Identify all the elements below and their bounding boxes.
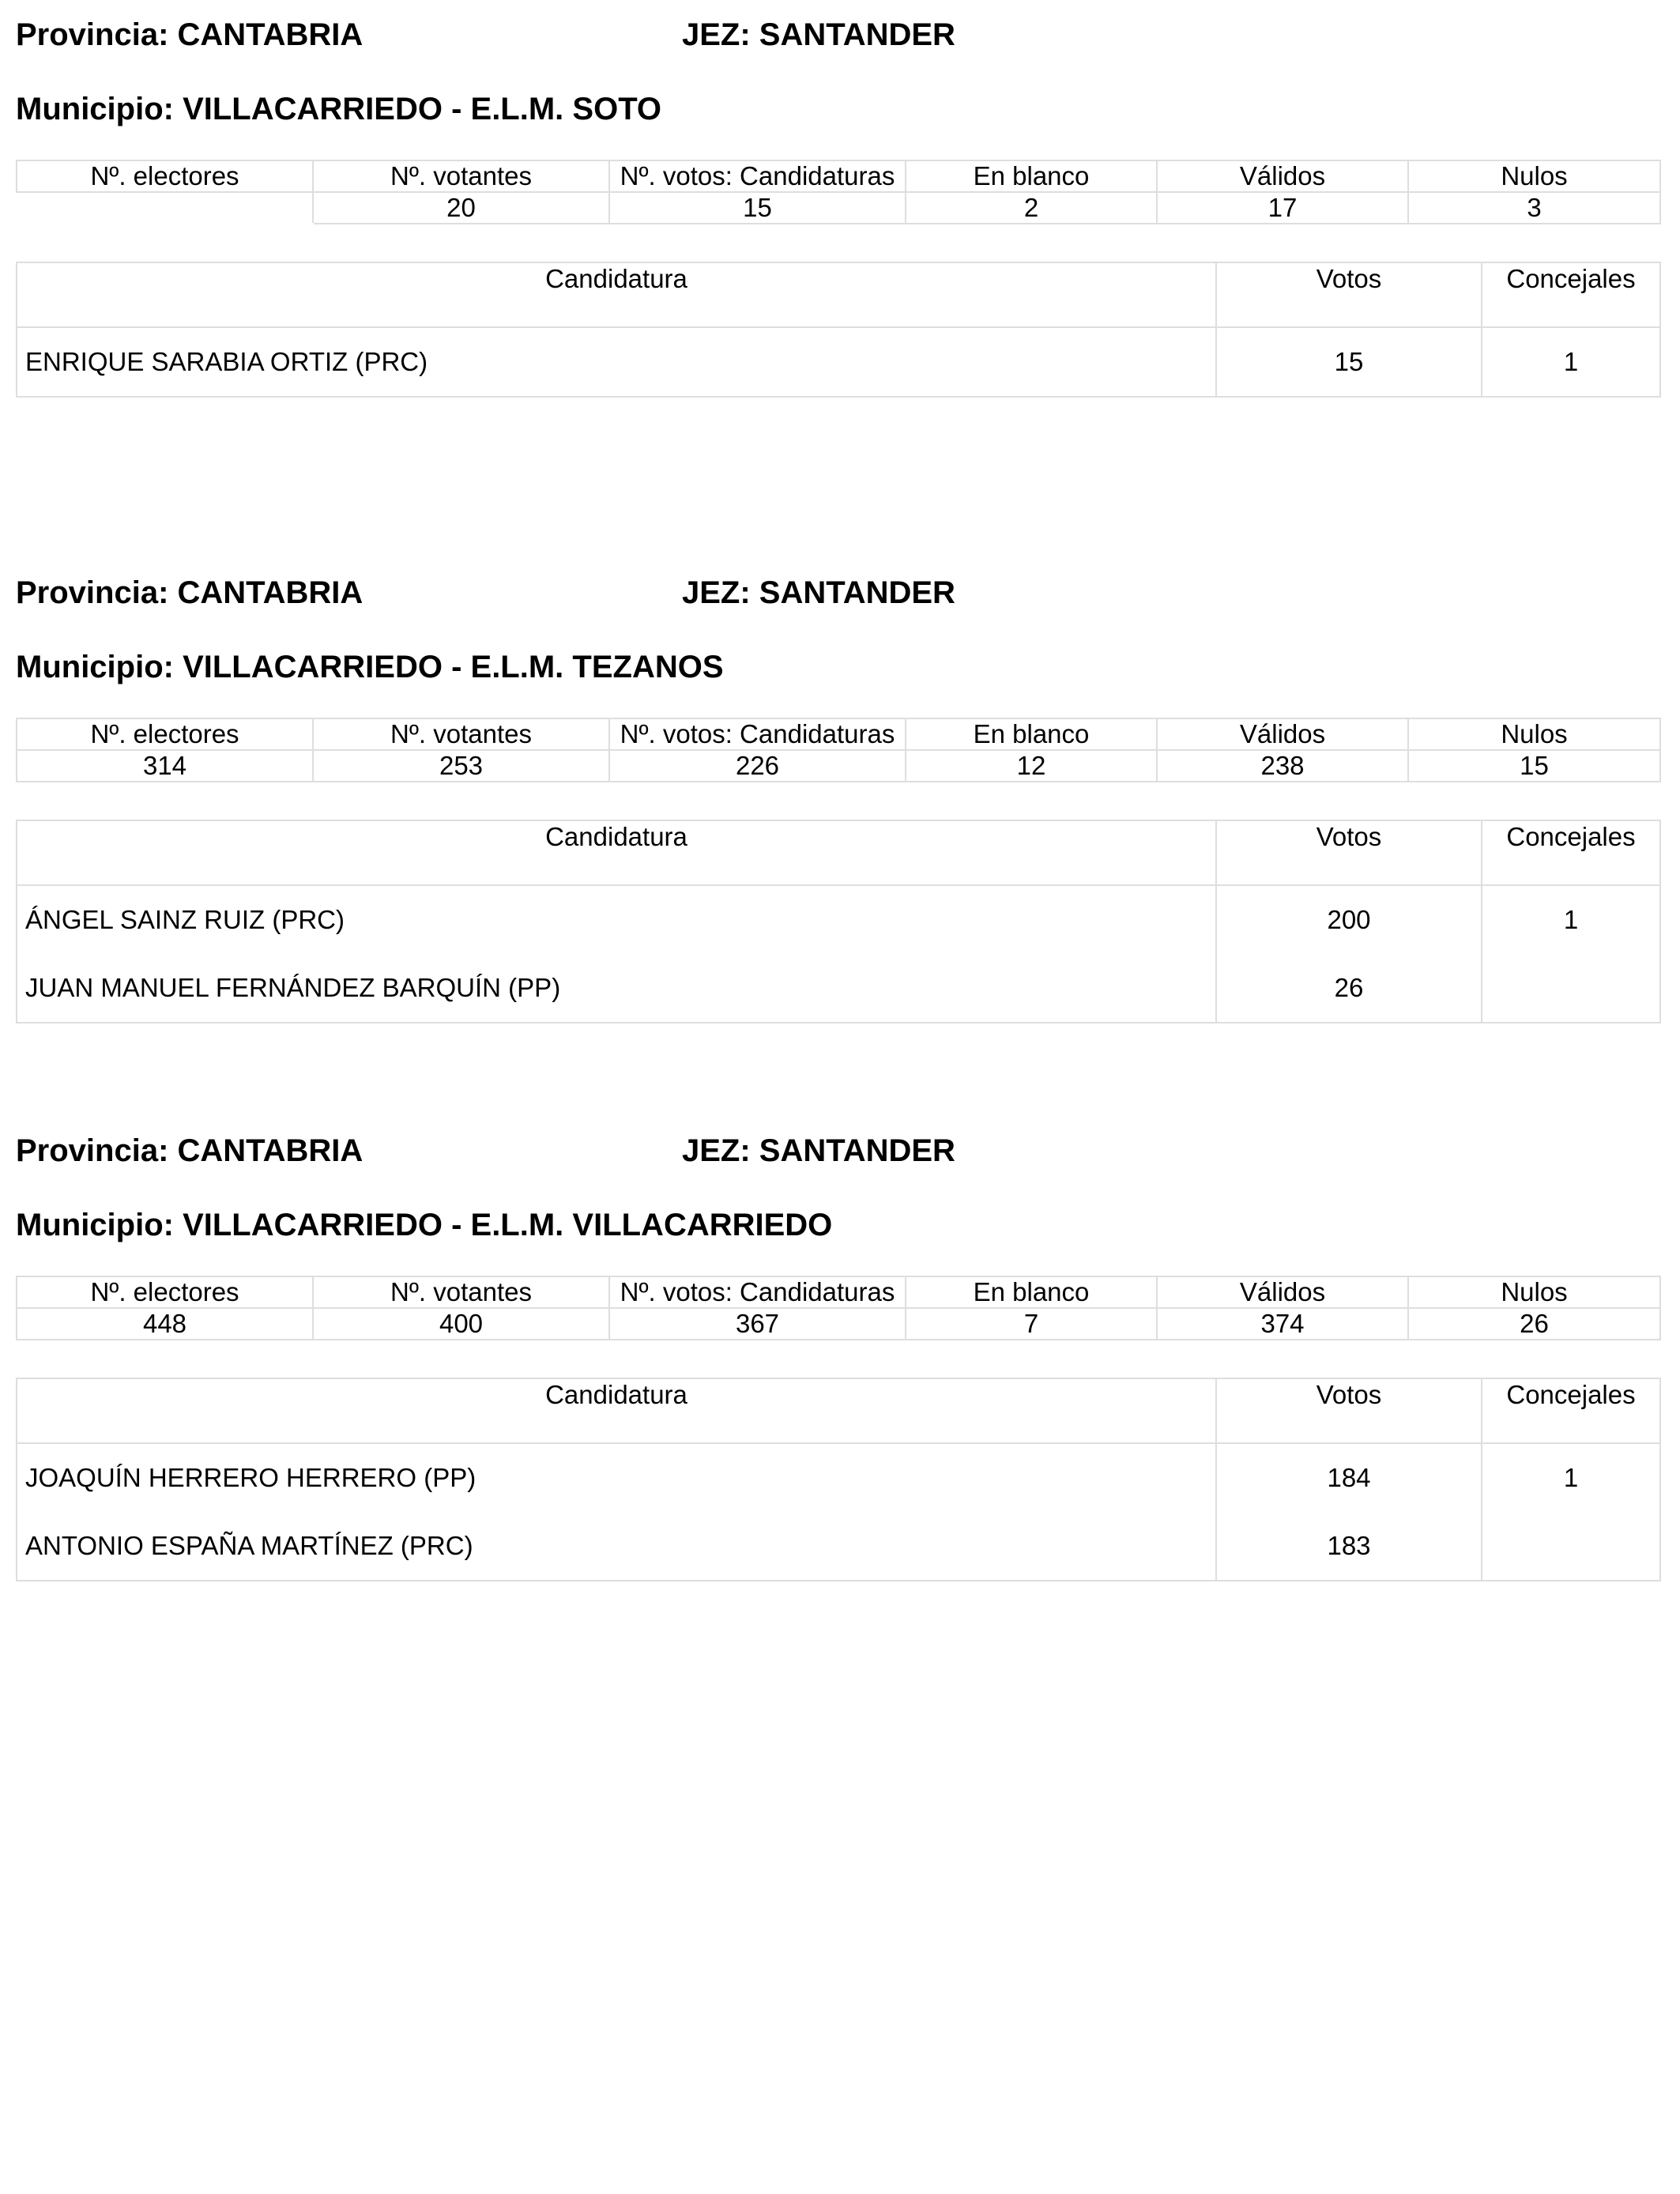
stats-header-row	[17, 718, 1660, 750]
jez-label: JEZ: SANTANDER	[682, 575, 955, 610]
stat-value: 3	[1408, 192, 1660, 224]
candidate-concejales: 1	[1482, 885, 1660, 954]
municipio-title: Municipio: VILLACARRIEDO - E.L.M. TEZANOS	[16, 650, 724, 684]
stat-header: Nº. votos: Candidaturas	[609, 160, 906, 192]
votos-header: Votos	[1216, 262, 1482, 327]
stat-header: Nulos	[1408, 1276, 1660, 1308]
concejales-header: Concejales	[1482, 820, 1660, 885]
candidate-row	[17, 1443, 1660, 1512]
stat-value: 367	[609, 1308, 906, 1340]
stat-value: 15	[609, 192, 906, 224]
stats-table	[16, 1276, 1661, 1340]
jez-label: JEZ: SANTANDER	[682, 1133, 955, 1168]
stat-value: 374	[1157, 1308, 1408, 1340]
stat-value: 226	[609, 750, 906, 782]
candidate-name: JOAQUÍN HERRERO HERRERO (PP)	[17, 1443, 1216, 1512]
candidate-row	[17, 327, 1660, 397]
candidate-row	[17, 1512, 1660, 1581]
stat-header: En blanco	[906, 1276, 1157, 1308]
stat-value: 15	[1408, 750, 1660, 782]
stat-header: Nº. votantes	[313, 160, 609, 192]
candidate-votos: 26	[1216, 954, 1482, 1023]
jez-label: JEZ: SANTANDER	[682, 17, 955, 52]
stat-header: Nº. votos: Candidaturas	[609, 718, 906, 750]
stat-value: 238	[1157, 750, 1408, 782]
stat-header: En blanco	[906, 160, 1157, 192]
candidates-header-row	[17, 820, 1660, 885]
candidate-concejales	[1482, 954, 1660, 1023]
candidate-name: ENRIQUE SARABIA ORTIZ (PRC)	[17, 327, 1216, 397]
candidate-concejales: 1	[1482, 327, 1660, 397]
stat-header: Válidos	[1157, 1276, 1408, 1308]
stat-value: 7	[906, 1308, 1157, 1340]
concejales-header: Concejales	[1482, 262, 1660, 327]
stat-header: En blanco	[906, 718, 1157, 750]
provincia-label: Provincia: CANTABRIA	[16, 1133, 363, 1168]
candidate-name: ÁNGEL SAINZ RUIZ (PRC)	[17, 885, 1216, 954]
stat-value: 253	[313, 750, 609, 782]
votos-header: Votos	[1216, 1378, 1482, 1443]
provincia-label: Provincia: CANTABRIA	[16, 17, 363, 52]
votos-header: Votos	[1216, 820, 1482, 885]
candidate-concejales: 1	[1482, 1443, 1660, 1512]
stat-header: Válidos	[1157, 718, 1408, 750]
stats-table	[16, 160, 1661, 224]
stat-header: Nº. votos: Candidaturas	[609, 1276, 906, 1308]
stat-header: Nº. votantes	[313, 718, 609, 750]
municipio-title: Municipio: VILLACARRIEDO - E.L.M. SOTO	[16, 92, 662, 126]
candidates-header-row	[17, 1378, 1660, 1443]
stat-header: Nº. electores	[17, 718, 313, 750]
stat-value: 26	[1408, 1308, 1660, 1340]
stat-header: Nulos	[1408, 718, 1660, 750]
candidatura-header: Candidatura	[17, 1378, 1216, 1443]
candidates-table	[16, 1378, 1661, 1581]
candidate-name: ANTONIO ESPAÑA MARTÍNEZ (PRC)	[17, 1512, 1216, 1581]
candidate-votos: 183	[1216, 1512, 1482, 1581]
stats-header-row	[17, 1276, 1660, 1308]
provincia-label: Provincia: CANTABRIA	[16, 575, 363, 610]
municipio-title: Municipio: VILLACARRIEDO - E.L.M. VILLACARRIEDO	[16, 1208, 833, 1242]
candidate-row	[17, 954, 1660, 1023]
concejales-header: Concejales	[1482, 1378, 1660, 1443]
stats-value-row	[17, 750, 1660, 782]
candidatura-header: Candidatura	[17, 262, 1216, 327]
stats-value-row	[17, 1308, 1660, 1340]
stat-header: Nº. electores	[17, 1276, 313, 1308]
stat-header: Válidos	[1157, 160, 1408, 192]
stat-header: Nulos	[1408, 160, 1660, 192]
stats-table	[16, 718, 1661, 782]
candidates-table	[16, 820, 1661, 1023]
stat-header: Nº. votantes	[313, 1276, 609, 1308]
candidate-votos: 15	[1216, 327, 1482, 397]
candidate-concejales	[1482, 1512, 1660, 1581]
stat-value: 400	[313, 1308, 609, 1340]
stat-value: 314	[17, 750, 313, 782]
candidatura-header: Candidatura	[17, 820, 1216, 885]
stat-value: 2	[906, 192, 1157, 224]
stat-value	[17, 192, 313, 224]
stats-value-row	[17, 192, 1660, 224]
candidate-votos: 184	[1216, 1443, 1482, 1512]
candidates-table	[16, 262, 1661, 398]
candidates-header-row	[17, 262, 1660, 327]
stat-header: Nº. electores	[17, 160, 313, 192]
stat-value: 12	[906, 750, 1157, 782]
candidate-votos: 200	[1216, 885, 1482, 954]
stat-value: 448	[17, 1308, 313, 1340]
stat-value: 17	[1157, 192, 1408, 224]
candidate-row	[17, 885, 1660, 954]
candidate-name: JUAN MANUEL FERNÁNDEZ BARQUÍN (PP)	[17, 954, 1216, 1023]
stats-header-row	[17, 160, 1660, 192]
stat-value: 20	[313, 192, 609, 224]
